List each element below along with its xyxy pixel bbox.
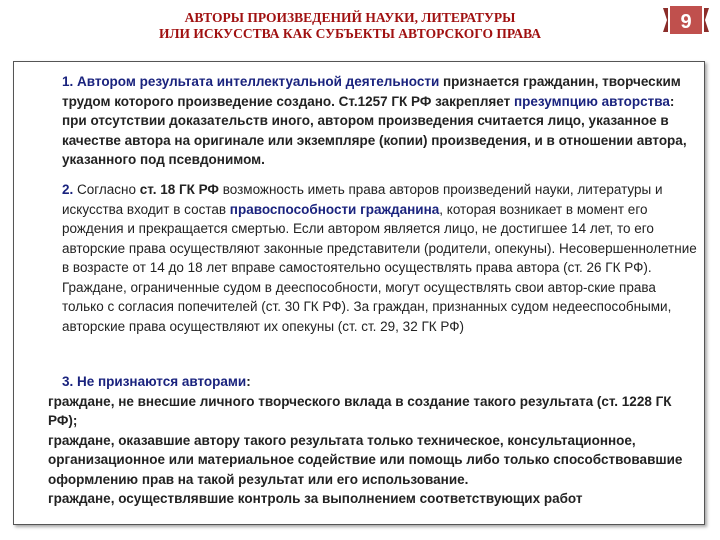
section-1-text-1: признается гражданин, творческим трудом которого произведение создано. Ст.1257 ГК РФ закрепляет [62,74,681,109]
section-2-text-3: , которая возникает в момент его рождения и прекращается смертью. Если автором является лицо, не достигшее 14 лет, то его авторские права осуществляют законные представители (родители, опекуны). Несовершеннолетние в возрасте от 14 до 18 лет вправе самостоятельно осуществлять права автора (ст. 26 ГК РФ). [62,201,697,275]
list-item: граждане, осуществлявшие контроль за выполнением соответствующих работ [48,491,583,506]
section-3-heading: 3. Не признаются авторами [62,374,247,389]
ribbon-icon [663,4,709,38]
section-2-article: ст. 18 ГК РФ [139,182,219,197]
section-3 [20,372,700,509]
section-1 [20,72,700,170]
title-line-1: АВТОРЫ ПРОИЗВЕДЕНИЙ НАУКИ, ЛИТЕРАТУРЫ [184,10,516,25]
section-2-number: 2. [62,182,74,197]
list-item: граждане, не внесшие личного творческого вклада в создание такого результата (ст. 1228 ГК РФ); [48,393,672,428]
slide-number-badge [663,4,709,38]
section-1-lead: 1. Автором результата интеллектуальной деятельности [62,74,440,89]
page-title [80,10,620,42]
section-2-text-1: Согласно [73,182,140,197]
title-line-2: ИЛИ ИСКУССТВА КАК СУБЪЕКТЫ АВТОРСКОГО ПРАВА [158,26,542,41]
section-2-term: правоспособности гражданина [229,201,440,217]
section-2-paragraph-2: Граждане, ограниченные судом в дееспособности, могут осуществлять свои автор-ские права только с согласия попечителей (ст. 30 ГК РФ). За граждан, признанных судом недееспособными, авторские права осуществляют их опекуны (ст. ст. 29, 32 ГК РФ) [62,279,672,334]
section-2 [20,180,700,336]
slide-number: 9 [680,11,692,33]
section-3-colon: : [246,374,251,389]
list-item: граждане, оказавшие автору такого результата только техническое, консультационное, организационное или материальное содействие или помощь либо только способствовавшие оформлению прав на такой результат или его использование. [48,432,683,487]
section-1-term: презумпцию авторства [513,93,670,109]
section-2-text-2: возможность иметь права авторов произведений науки, литературы и искусства входит в состав [62,182,663,217]
section-1-text-2: : при отсутствии доказательств иного, автором произведения считается лицо, указанное в качестве автора на оригинале или экземпляре (копии) произведения, и в отношении автора, указанного под псевдонимом. [62,93,687,167]
